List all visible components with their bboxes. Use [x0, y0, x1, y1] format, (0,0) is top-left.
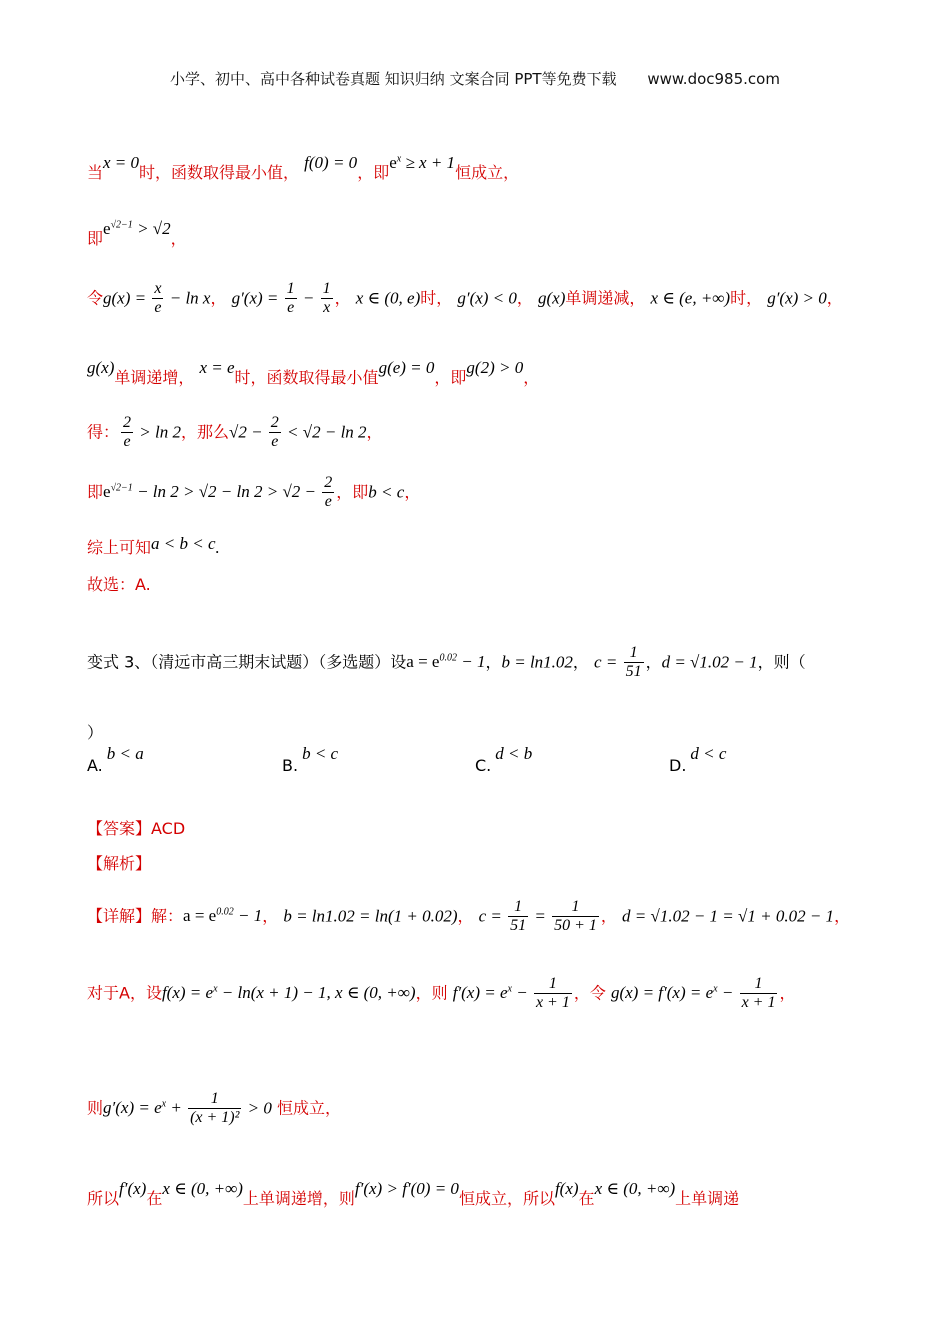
- math: −: [298, 288, 319, 308]
- text: 所以: [87, 1189, 120, 1208]
- text: 令: [87, 288, 104, 308]
- math: √2 −: [228, 422, 267, 442]
- text: 即: [87, 482, 104, 502]
- text: 时，函数取得最小值: [234, 368, 379, 387]
- math: =: [530, 906, 551, 926]
- detail-line: [87, 898, 850, 936]
- math: $e^{√2-1} > √2$: [103, 219, 171, 238]
- math: $g(x) = f'(x) = e^x$ −: [610, 983, 738, 1003]
- fraction: $\frac{1}{51}$: [625, 644, 642, 681]
- fraction: $\frac{2}{e}$: [270, 414, 279, 451]
- text: 综上可知: [87, 538, 152, 557]
- text: ）: [87, 723, 104, 742]
- text: 在: [578, 1189, 595, 1208]
- header-text: 小学、初中、高中各种试卷真题 知识归纳 文案合同 PPT等免费下载: [170, 70, 617, 88]
- text: ，: [334, 288, 351, 308]
- math: g′(x) > 0: [767, 288, 827, 308]
- math: $e^{√2-1} - \ln 2 > √2 - \ln 2 > √2$ −: [103, 482, 321, 502]
- text: 上单调递: [675, 1189, 740, 1208]
- fraction: $\frac{1}{51}$: [510, 898, 527, 935]
- text: ，即: [357, 163, 390, 182]
- text: ，令: [573, 983, 606, 1003]
- solution-line-4: [87, 358, 540, 388]
- text: 单调递增，: [114, 368, 195, 387]
- math: g(2) > 0: [466, 358, 524, 377]
- math: d = √1.02 − 1: [661, 652, 758, 672]
- text: 即: [87, 229, 104, 248]
- option-c[interactable]: [475, 744, 533, 776]
- option-expr: d < c: [690, 744, 727, 763]
- fraction: $\frac{x}{e}$: [154, 280, 162, 317]
- math: g(x): [538, 288, 566, 308]
- detail-tag: 【详解】: [87, 906, 152, 926]
- text: ，: [210, 288, 227, 308]
- math: g′(x) < 0: [457, 288, 517, 308]
- fraction: $\frac{1}{x}$: [322, 280, 331, 317]
- option-label: C.: [475, 756, 492, 775]
- text: ，: [645, 652, 662, 672]
- text: 当: [87, 163, 104, 182]
- answer-value: ACD: [151, 819, 186, 838]
- math: d = √1.02 − 1 = √1 + 0.02 − 1: [622, 906, 835, 926]
- question-close-paren: [87, 720, 103, 743]
- solution-line-1: [87, 153, 520, 183]
- text: ，: [523, 368, 540, 387]
- text: 时，: [420, 288, 453, 308]
- text: ，: [600, 906, 617, 926]
- text: ，: [404, 482, 421, 502]
- solution-line-5: [87, 414, 383, 452]
- fraction: $\frac{2}{e}$: [123, 414, 132, 451]
- text: ，即: [434, 368, 467, 387]
- fraction: $\frac{2}{e}$: [324, 474, 333, 511]
- text: ，则（: [757, 652, 806, 672]
- text: ，: [262, 906, 279, 926]
- text: ，那么: [180, 422, 229, 442]
- text: 恒成立，: [455, 163, 520, 182]
- math: f(0) = 0: [304, 153, 358, 172]
- text: ，: [170, 229, 187, 248]
- option-expr: b < c: [302, 744, 339, 763]
- math: $f(x) = e^x - \ln(x + 1) - 1$, x ∈ (0, +∞): [161, 983, 416, 1003]
- text: ，即: [336, 482, 369, 502]
- fraction: $\frac{1}{e}$: [286, 280, 295, 317]
- math: $a = e^{0.02} - 1$: [183, 906, 263, 926]
- option-label: B.: [282, 756, 299, 775]
- math: $e^x \ge x + 1$: [389, 153, 456, 172]
- math: f(x): [554, 1179, 579, 1198]
- solution-line-7: [87, 535, 220, 558]
- math: g(x): [87, 358, 115, 377]
- answer-line: [87, 816, 185, 839]
- text: 解：: [151, 906, 184, 926]
- math: > 0: [243, 1098, 272, 1118]
- part-a-line: [87, 975, 796, 1013]
- math: x ∈ (e, +∞): [650, 288, 731, 308]
- option-d[interactable]: [669, 744, 727, 776]
- math: a < b < c: [151, 534, 216, 553]
- text: ，则: [415, 983, 448, 1003]
- question-stem: [87, 644, 806, 682]
- gprime-line: [87, 1090, 341, 1128]
- math: x ∈ (0, e): [355, 288, 421, 308]
- math: g(e) = 0: [378, 358, 435, 377]
- text: 单调递减，: [565, 288, 646, 308]
- math: g(x) =: [103, 288, 151, 308]
- math: < √2 − ln 2: [282, 422, 367, 442]
- option-label: D.: [669, 756, 687, 775]
- text: ，: [457, 906, 474, 926]
- math: − ln x: [165, 288, 211, 308]
- fraction: $\frac{1}{50 + 1}$: [554, 898, 597, 935]
- fraction: $\frac{1}{x + 1}$: [741, 975, 776, 1012]
- analysis-tag: 【解析】: [87, 854, 152, 873]
- fraction: $\frac{1}{\text{(x + 1)²}}$: [190, 1090, 240, 1127]
- math: g′(x) =: [231, 288, 283, 308]
- math: b = ln1.02: [501, 652, 573, 672]
- text: 在: [146, 1189, 163, 1208]
- option-expr: d < b: [495, 744, 533, 763]
- text: 恒成立，: [277, 1098, 342, 1118]
- math: $a = e^{0.02} - 1$: [406, 652, 486, 672]
- math: c =: [594, 652, 622, 672]
- text: 恒成立，所以: [458, 1189, 555, 1208]
- text: .: [215, 538, 220, 557]
- solution-line-2: [87, 219, 187, 249]
- math: $g'(x) = e^x$ +: [103, 1098, 187, 1118]
- text: ，: [485, 652, 502, 672]
- analysis-line: [87, 851, 151, 874]
- math: $f'(x) = e^x$ −: [452, 983, 532, 1003]
- math: x = e: [199, 358, 235, 377]
- text: ，: [572, 652, 589, 672]
- header-url: www.doc985.com: [647, 70, 780, 88]
- math: f′(x) > f′(0) = 0: [354, 1179, 459, 1198]
- option-expr: b < a: [106, 744, 144, 763]
- final-line: [87, 1179, 740, 1209]
- answer-tag: 【答案】: [87, 819, 152, 838]
- text: 上单调递增，则: [242, 1189, 355, 1208]
- math: x ∈ (0, +∞): [162, 1179, 243, 1198]
- fraction: $\frac{1}{x + 1}$: [535, 975, 570, 1012]
- page-header: [0, 68, 950, 89]
- text: 得：: [87, 422, 120, 442]
- math: b < c: [368, 482, 405, 502]
- math: f′(x): [119, 1179, 147, 1198]
- math: x = 0: [103, 153, 140, 172]
- text: ，: [516, 288, 533, 308]
- math: > ln 2: [135, 422, 181, 442]
- math: c =: [478, 906, 507, 926]
- math: b = ln1.02 = ln(1 + 0.02): [283, 906, 458, 926]
- text: 对于A，设: [87, 983, 162, 1003]
- text: 时，: [730, 288, 763, 308]
- solution-line-6: [87, 474, 420, 512]
- solution-line-3: [87, 280, 843, 318]
- text: 时，函数取得最小值，: [139, 163, 300, 182]
- text: ，: [834, 906, 851, 926]
- text: ，: [826, 288, 843, 308]
- text: ，: [366, 422, 383, 442]
- text: ，: [779, 983, 796, 1003]
- text: 变式 3、（清远市高三期末试题）（多选题）设: [87, 652, 407, 672]
- text: 故选：A.: [87, 575, 151, 594]
- text: 则: [87, 1098, 104, 1118]
- option-b[interactable]: [282, 744, 339, 776]
- solution-line-8: [87, 572, 151, 595]
- option-a[interactable]: [87, 744, 144, 776]
- math: x ∈ (0, +∞): [594, 1179, 676, 1198]
- option-label: A.: [87, 756, 103, 775]
